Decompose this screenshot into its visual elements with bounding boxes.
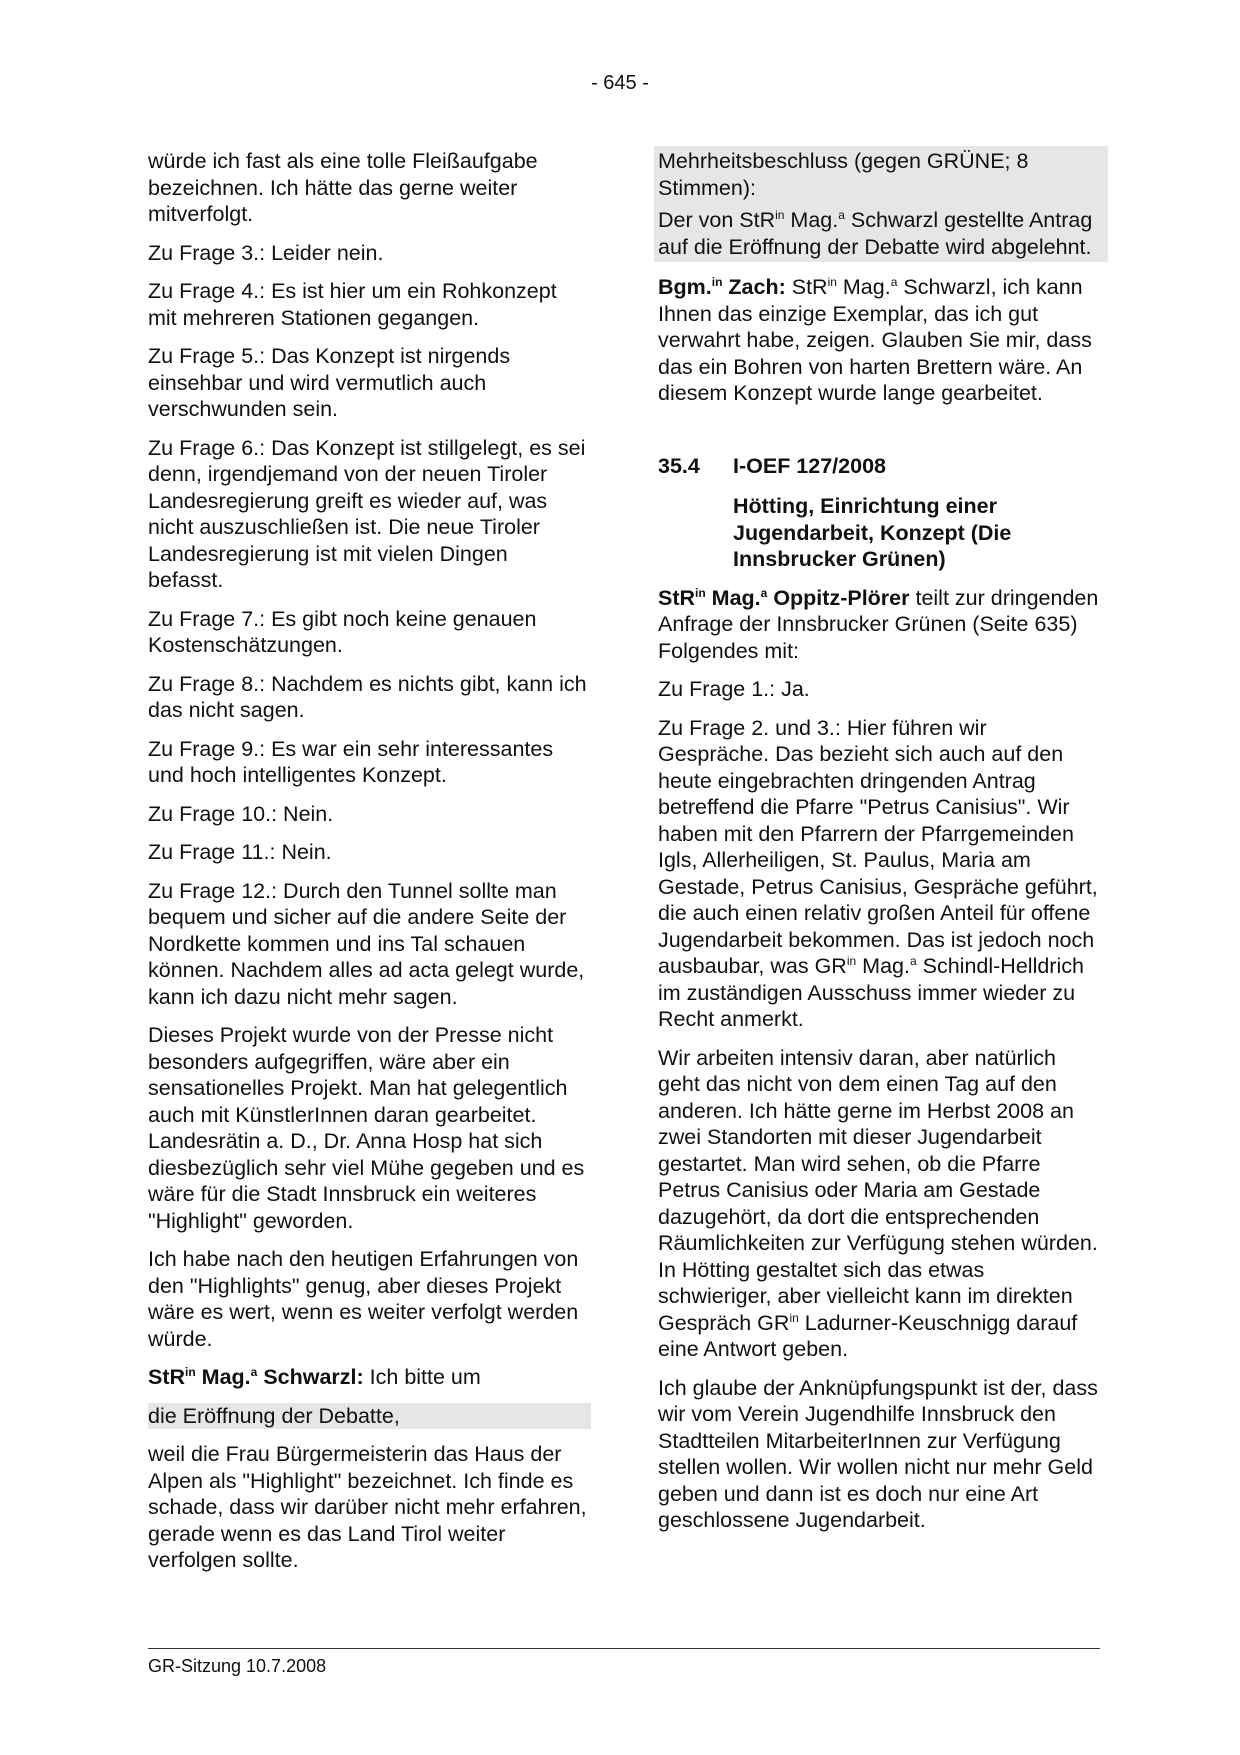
paragraph: Zu Frage 10.: Nein. [148, 801, 334, 826]
section-heading [658, 453, 1100, 573]
paragraph: Zu Frage 11.: Nein. [148, 840, 332, 864]
text-run: Schwarzl gestellte Antrag auf die Eröffnung der Debatte wird abgelehnt. [658, 208, 1093, 259]
speaker-label [148, 1365, 364, 1389]
speaker-title: StR [148, 1365, 186, 1389]
text-run: Ladurner-Keuschnigg darauf eine Antwort geben. [658, 1310, 1078, 1361]
speaker-name: Oppitz-Plörer [767, 585, 910, 610]
decision-box [654, 146, 1108, 262]
superscript: a [838, 208, 845, 222]
footer-text: GR-Sitzung 10.7.2008 [148, 1656, 327, 1676]
speaker-mag: Mag. [195, 1365, 251, 1389]
paragraph: Zu Frage 3.: Leider nein. [148, 240, 384, 265]
superscript: a [890, 275, 898, 289]
superscript: in [789, 1310, 799, 1325]
speaker-text: teilt zur dringenden Anfrage der Innsbrucker Grünen (Seite 635) Folgendes mit: [658, 585, 1099, 663]
text-run: Wir arbeiten intensiv daran, aber natürlich geht das nicht von dem einen Tag auf den anderen. Ich hätte gerne im Herbst 2008 an zwei Standorten mit dieser Jugendarbeit gestartet. Man wird sehen, ob die Pfarre Petrus Canisius oder Maria am Gestade dazugehört, da dort die entsprechenden Räumlichkeiten zur Verfügung stehen würden. In Hötting gestaltet sich das etwas schwieriger, aber vielleicht kann im direkten Gespräch GR [658, 1045, 1098, 1335]
speaker-paragraph [148, 1364, 588, 1391]
footer-divider [148, 1648, 1100, 1649]
text-run: Mag. [856, 954, 910, 978]
text-run: Mag. [836, 275, 891, 299]
speaker-text: Ich bitte um [363, 1365, 481, 1389]
superscript: in [711, 275, 723, 289]
speaker-label [658, 275, 786, 299]
text-run: Der von StR [658, 208, 776, 232]
section-code: I-OEF 127/2008 [733, 453, 886, 478]
paragraph: Zu Frage 4.: Es ist hier um ein Rohkonzept mit mehreren Stationen gegangen. [148, 279, 557, 330]
page-number: - 645 - [591, 72, 649, 94]
decision-text [658, 207, 1100, 260]
motion-highlight: die Eröffnung der Debatte, [148, 1403, 591, 1430]
speaker-title: Bgm. [658, 275, 712, 299]
text-run: Mag. [784, 208, 839, 232]
paragraph: Dieses Projekt wurde von der Presse nicht besonders aufgegriffen, wäre aber ein sensationelles Projekt. Man hat gelegentlich auch mit KünstlerInnen daran gearbeitet. Landesrätin a. D., Dr. Anna Hosp hat sich diesbezüglich sehr viel Mühe gegeben und es wäre für die Stadt Innsbruck ein weiteres "Highlight" geworden. [148, 1023, 585, 1233]
speaker-mag: Mag. [705, 585, 761, 610]
section-number: 35.4 [658, 453, 700, 478]
paragraph: Zu Frage 9.: Es war ein sehr interessantes und hoch intelligentes Konzept. [148, 736, 554, 787]
paragraph: würde ich fast als eine tolle Fleißaufgabe bezeichnen. Ich hätte das gerne weiter mitverfolgt. [148, 149, 538, 226]
paragraph: Zu Frage 5.: Das Konzept ist nirgends einsehbar und wird vermutlich auch verschwunden sein. [148, 344, 511, 421]
paragraph: Zu Frage 12.: Durch den Tunnel sollte man bequem und sicher auf die andere Seite der Nordkette kommen und ins Tal schauen können. Nachdem alles ad acta gelegt wurde, kann ich dazu nicht mehr sagen. [148, 878, 585, 1009]
text-run: Schindl-Helldrich im zuständigen Ausschuss immer wieder zu Recht anmerkt. [658, 954, 1084, 1031]
speaker-name: Schwarzl: [257, 1365, 364, 1389]
paragraph [658, 715, 1100, 1033]
superscript: in [846, 954, 857, 968]
decision-result: Mehrheitsbeschluss (gegen GRÜNE; 8 Stimmen): [658, 149, 1029, 200]
superscript: in [827, 275, 837, 289]
speaker-paragraph [658, 274, 1100, 407]
section-title: Hötting, Einrichtung einer Jugendarbeit, Konzept (Die Innsbrucker Grünen) [733, 494, 1012, 571]
speaker-paragraph [658, 585, 1100, 665]
speaker-title: StR [658, 585, 696, 610]
text-run: StR [785, 275, 828, 299]
paragraph: Zu Frage 1.: Ja. [658, 677, 810, 701]
paragraph: Ich habe nach den heutigen Erfahrungen von den "Highlights" genug, aber dieses Projekt wäre es wert, wenn es weiter verfolgt werden würde. [148, 1247, 579, 1351]
paragraph: weil die Frau Bürgermeisterin das Haus der Alpen als "Highlight" bezeichnet. Ich finde es schade, dass wir darüber nicht mehr erfahren, gerade wenn es das Land Tirol weiter verfolgen sollte. [148, 1442, 587, 1572]
superscript: in [775, 208, 785, 222]
paragraph: Ich glaube der Anknüpfungspunkt ist der, dass wir vom Verein Jugendhilfe Innsbruck den Stadtteilen MitarbeiterInnen zur Verfügung stellen wollen. Wir wollen nicht nur mehr Geld geben und dann ist es doch nur eine Art geschlossene Jugendarbeit. [658, 1375, 1098, 1532]
text-run: Zu Frage 2. und 3.: Hier führen wir Gespräche. Das bezieht sich auch auf den heute eingebrachten dringenden Antrag betreffend die Pfarre "Petrus Canisius". Wir haben mit den Pfarrern der Pfarrgemeinden Igls, Allerheiligen, St. Paulus, Maria am Gestade, Petrus Canisius, Gespräche geführt, die auch einen relativ großen Anteil für offene Jugendarbeit bekommen. Das ist jedoch noch ausbaubar, was GR [658, 715, 1098, 978]
superscript: in [185, 1365, 196, 1379]
superscript: a [250, 1365, 258, 1379]
right-column [658, 148, 1100, 1546]
paragraph: Zu Frage 6.: Das Konzept ist stillgelegt, es sei denn, irgendjemand von der neuen Tiroler Landesregierung greift es wieder auf, was nicht auszuschließen ist. Die neue Tiroler Landesregierung ist mit vielen Dingen befasst. [148, 435, 586, 592]
speaker-label [658, 586, 910, 610]
superscript: a [909, 954, 917, 968]
left-column [148, 148, 588, 1586]
text-run: Schwarzl, ich kann Ihnen das einzige Exemplar, das ich gut verwahrt habe, zeigen. Glauben Sie mir, dass das ein Bohren von harten Brettern wäre. An diesem Konzept wurde lange gearbeitet. [658, 275, 1092, 405]
superscript: in [695, 585, 706, 600]
speaker-name: Zach: [722, 275, 786, 299]
paragraph [658, 1045, 1100, 1363]
paragraph: Zu Frage 7.: Es gibt noch keine genauen Kostenschätzungen. [148, 606, 537, 657]
superscript: a [760, 585, 768, 600]
paragraph: Zu Frage 8.: Nachdem es nichts gibt, kann ich das nicht sagen. [148, 671, 587, 722]
